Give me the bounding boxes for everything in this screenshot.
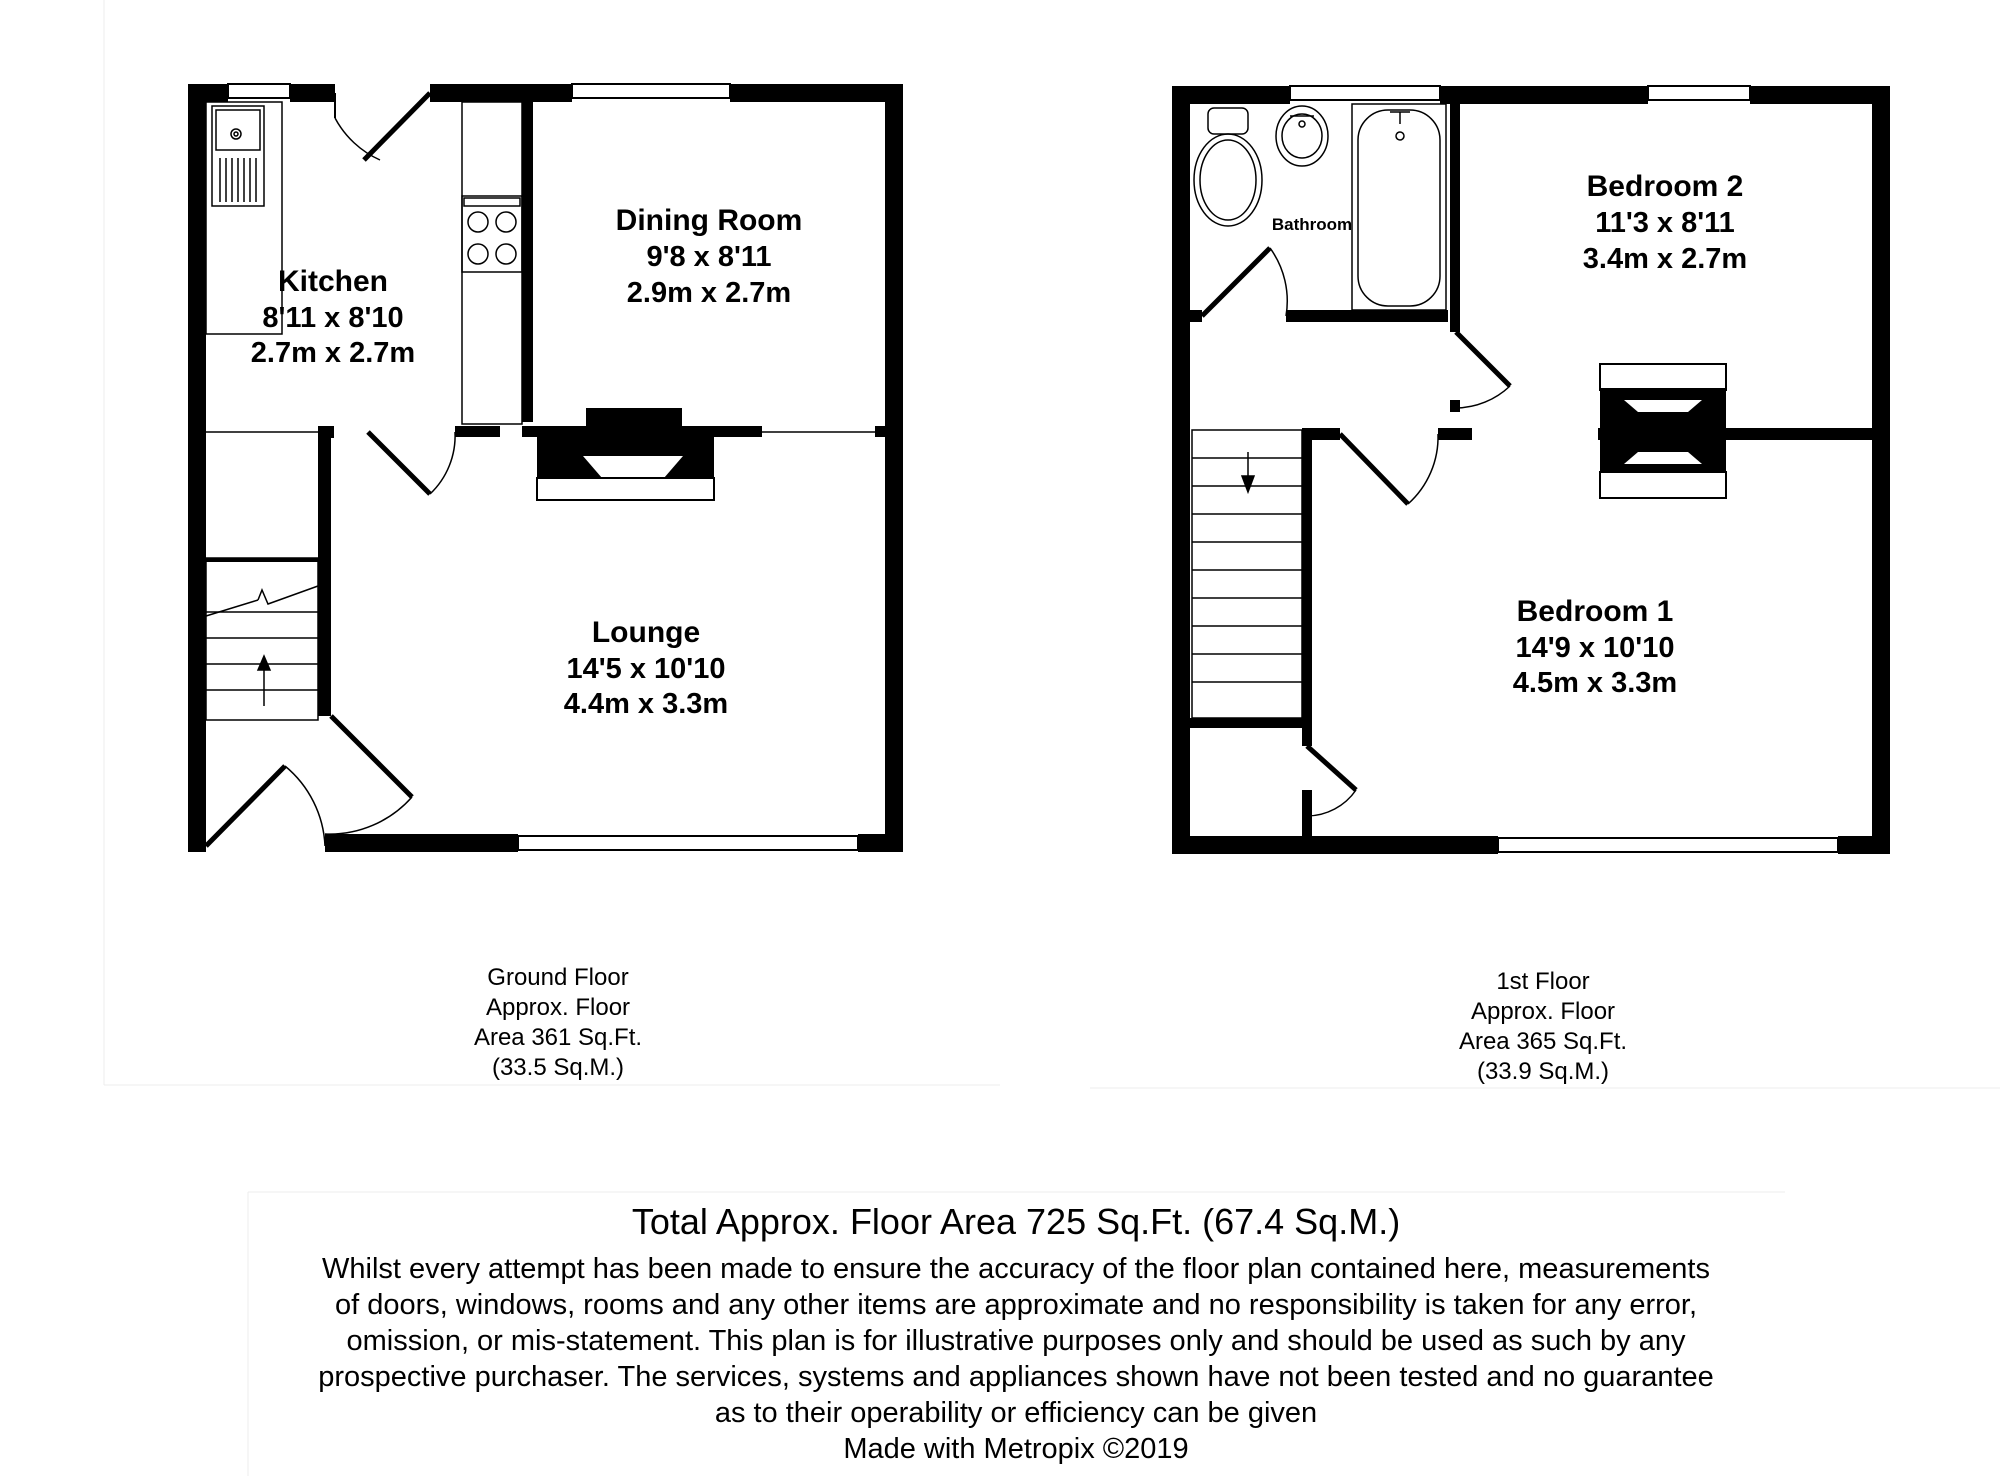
room-dimensions-imperial: 14'9 x 10'10 <box>1515 632 1675 664</box>
caption-line: Approx. Floor <box>1470 998 1616 1025</box>
fireplace-icon <box>537 408 714 500</box>
room-lounge <box>564 616 728 720</box>
bath-icon <box>1352 104 1446 310</box>
basin-icon <box>1276 106 1328 166</box>
room-dimensions-metric: 3.4m x 2.7m <box>1582 243 1748 275</box>
first-floor-plan <box>1172 86 1890 1085</box>
toilet-icon <box>1194 108 1262 226</box>
disclaimer-line: Whilst every attempt has been made to ensure the accuracy of the floor plan contained here, measurements <box>322 1253 1710 1285</box>
ground-floor-caption <box>474 964 642 1081</box>
total-floor-area: Total Approx. Floor Area 725 Sq.Ft. (67.4 Sq.M.) <box>631 1201 1401 1242</box>
caption-line: Area 365 Sq.Ft. <box>1458 1028 1628 1055</box>
room-bedroom-2 <box>1583 170 1747 275</box>
room-dimensions-metric: 2.7m x 2.7m <box>250 337 416 369</box>
room-dimensions-imperial: 9'8 x 8'11 <box>646 241 772 273</box>
room-name: Dining Room <box>615 204 803 237</box>
first-floor-caption <box>1459 968 1627 1085</box>
room-dimensions-metric: 4.5m x 3.3m <box>1512 667 1678 699</box>
first-floor-doors <box>1202 248 1510 816</box>
chimney-breast-icon <box>1600 364 1726 498</box>
room-dimensions-imperial: 11'3 x 8'11 <box>1595 207 1735 239</box>
disclaimer-line: prospective purchaser. The services, systems and appliances shown have not been tested and no guarantee <box>318 1361 1714 1393</box>
caption-line: 1st Floor <box>1496 968 1590 995</box>
ground-floor-stairs <box>206 558 318 720</box>
caption-line: (33.9 Sq.M.) <box>1476 1058 1610 1085</box>
room-dimensions-metric: 4.4m x 3.3m <box>563 688 729 720</box>
hob-icon <box>462 196 522 272</box>
room-dimensions-imperial: 8'11 x 8'10 <box>262 302 404 334</box>
caption-line: (33.5 Sq.M.) <box>491 1054 625 1081</box>
disclaimer-line: of doors, windows, rooms and any other items are approximate and no responsibility is taken for any error, <box>334 1289 1698 1321</box>
room-name: Lounge <box>591 616 701 649</box>
credit: Made with Metropix ©2019 <box>843 1433 1189 1465</box>
room-dimensions-metric: 2.9m x 2.7m <box>626 277 792 309</box>
room-dining-room <box>616 204 803 309</box>
caption-line: Approx. Floor <box>485 994 631 1021</box>
caption-line: Ground Floor <box>487 964 629 991</box>
footer <box>318 1201 1714 1465</box>
caption-line: Area 361 Sq.Ft. <box>473 1024 643 1051</box>
disclaimer-line: omission, or mis-statement. This plan is for illustrative purposes only and should be used as such by any <box>346 1325 1686 1357</box>
first-floor-walls <box>1172 86 1890 854</box>
room-dimensions-imperial: 14'5 x 10'10 <box>566 653 726 685</box>
room-name: Bedroom 2 <box>1586 170 1744 203</box>
disclaimer-line: as to their operability or efficiency can be given <box>714 1397 1318 1429</box>
room-name: Kitchen <box>277 265 389 298</box>
room-bathroom-name: Bathroom <box>1271 215 1353 234</box>
room-name: Bedroom 1 <box>1516 595 1674 628</box>
room-kitchen <box>251 265 415 369</box>
room-bedroom-1 <box>1513 595 1677 699</box>
first-floor-stairs <box>1192 430 1302 718</box>
sink-icon <box>212 106 264 206</box>
ground-floor-plan <box>188 84 903 1081</box>
